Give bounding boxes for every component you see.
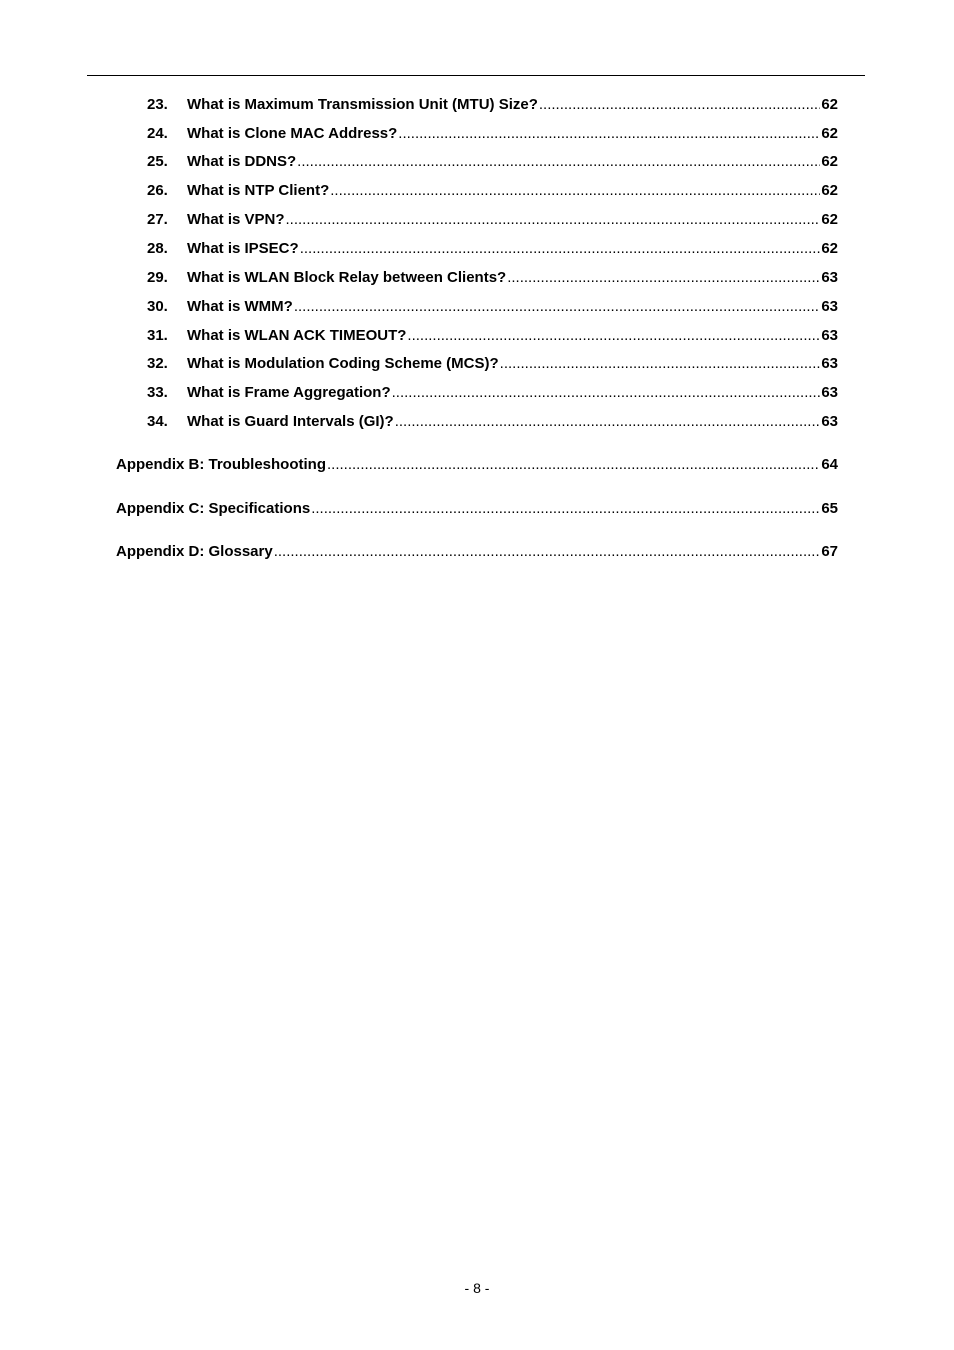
toc-entry-24[interactable] xyxy=(147,125,838,143)
toc-entry-page: 62 xyxy=(821,211,838,228)
toc-entry-number: 29. xyxy=(147,269,168,286)
toc-entry-28[interactable] xyxy=(147,240,838,258)
toc-entry-29[interactable] xyxy=(147,269,838,287)
toc-appendix-title: Appendix B: Troubleshooting xyxy=(116,456,326,473)
toc-entry-page: 62 xyxy=(821,125,838,142)
dot-leader xyxy=(330,182,820,200)
toc-entry-number: 26. xyxy=(147,182,168,199)
toc-entry-number: 30. xyxy=(147,298,168,315)
toc-entry-page: 63 xyxy=(821,413,838,430)
toc-entry-title: What is IPSEC? xyxy=(187,240,299,257)
dot-leader xyxy=(539,96,820,114)
toc-entry-31[interactable] xyxy=(147,327,838,345)
toc-appendix-title: Appendix D: Glossary xyxy=(116,543,273,560)
toc-entry-page: 62 xyxy=(821,182,838,199)
toc-entry-32[interactable] xyxy=(147,355,838,373)
dot-leader xyxy=(395,413,821,431)
toc-appendix-c[interactable] xyxy=(116,500,838,518)
toc-entry-title: What is WLAN Block Relay between Clients? xyxy=(187,269,507,286)
toc-appendix-page: 67 xyxy=(821,543,838,560)
header-rule xyxy=(87,75,865,76)
toc-entry-page: 62 xyxy=(821,96,838,113)
toc-entry-page: 63 xyxy=(821,298,838,315)
toc-entry-number: 33. xyxy=(147,384,168,401)
dot-leader xyxy=(311,500,820,518)
toc-entry-title: What is Maximum Transmission Unit (MTU) Size? xyxy=(187,96,538,113)
toc-entry-26[interactable] xyxy=(147,182,838,200)
toc-entry-page: 62 xyxy=(821,153,838,170)
toc-entry-number: 32. xyxy=(147,355,168,372)
toc-entry-title: What is Guard Intervals (GI)? xyxy=(187,413,394,430)
dot-leader xyxy=(507,269,820,287)
toc-appendix-page: 65 xyxy=(821,500,838,517)
toc-entry-title: What is NTP Client? xyxy=(187,182,330,199)
toc-entry-27[interactable] xyxy=(147,211,838,229)
toc-entry-34[interactable] xyxy=(147,413,838,431)
dot-leader xyxy=(500,355,821,373)
toc-entry-page: 63 xyxy=(821,327,838,344)
toc-entry-title: What is WMM? xyxy=(187,298,293,315)
dot-leader xyxy=(300,240,821,258)
toc-appendix-d[interactable] xyxy=(116,543,838,561)
toc-entry-title: What is Clone MAC Address? xyxy=(187,125,398,142)
dot-leader xyxy=(407,327,820,345)
toc-entry-number: 27. xyxy=(147,211,168,228)
toc-entry-number: 31. xyxy=(147,327,168,344)
toc-entry-number: 34. xyxy=(147,413,168,430)
toc-entry-title: What is DDNS? xyxy=(187,153,297,170)
toc-entry-title: What is Modulation Coding Scheme (MCS)? xyxy=(187,355,499,372)
dot-leader xyxy=(327,456,820,474)
toc-entry-number: 28. xyxy=(147,240,168,257)
toc-appendix-title: Appendix C: Specifications xyxy=(116,500,311,517)
toc-entry-page: 62 xyxy=(821,240,838,257)
toc-entry-page: 63 xyxy=(821,355,838,372)
dot-leader xyxy=(286,211,821,229)
toc-entry-title: What is WLAN ACK TIMEOUT? xyxy=(187,327,407,344)
toc-appendix-page: 64 xyxy=(821,456,838,473)
page-number: - 8 - xyxy=(464,1280,490,1296)
toc-entry-title: What is VPN? xyxy=(187,211,285,228)
dot-leader xyxy=(274,543,821,561)
toc-entry-page: 63 xyxy=(821,384,838,401)
toc-appendix-b[interactable] xyxy=(116,456,838,474)
dot-leader xyxy=(297,153,820,171)
dot-leader xyxy=(294,298,820,316)
toc-entry-25[interactable] xyxy=(147,153,838,171)
toc-entry-33[interactable] xyxy=(147,384,838,402)
toc-entry-number: 25. xyxy=(147,153,168,170)
toc-entry-number: 24. xyxy=(147,125,168,142)
dot-leader xyxy=(392,384,821,402)
toc-entry-number: 23. xyxy=(147,96,168,113)
toc-entry-title: What is Frame Aggregation? xyxy=(187,384,391,401)
toc-entry-30[interactable] xyxy=(147,298,838,316)
toc-entry-23[interactable] xyxy=(147,96,838,114)
dot-leader xyxy=(398,125,820,143)
toc-entry-page: 63 xyxy=(821,269,838,286)
